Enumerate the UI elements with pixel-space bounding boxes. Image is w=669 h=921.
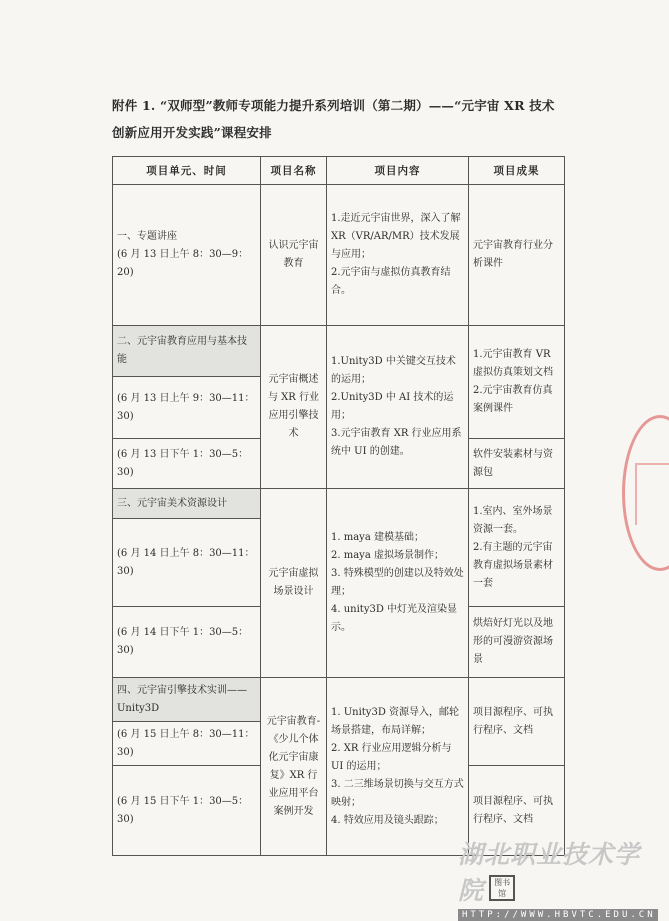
project-result xyxy=(469,489,565,607)
table-row xyxy=(113,489,565,519)
content-item: 2. XR 行业应用逻辑分析与 UI 的运用； xyxy=(331,742,452,772)
result-item: 项目源程序、可执行程序、文档 xyxy=(473,706,553,736)
project-result: 烘焙好灯光以及地形的可漫游资源场景 xyxy=(469,607,565,678)
project-content xyxy=(327,678,469,856)
project-result: 软件安装素材与资源包 xyxy=(469,439,565,489)
red-seal-stamp xyxy=(622,415,669,571)
unit-title: 四、元宇宙引擎技术实训——Unity3D xyxy=(113,678,261,722)
unit-cell xyxy=(113,185,261,326)
project-result xyxy=(469,326,565,439)
content-item: 3.元宇宙教育 XR 行业应用系统中 UI 的创建。 xyxy=(331,428,462,457)
project-content xyxy=(327,489,469,678)
table-row xyxy=(113,678,565,722)
project-content xyxy=(327,326,469,489)
project-content xyxy=(327,185,469,326)
content-item: 4. 特效应用及镜头跟踪； xyxy=(331,814,444,826)
project-result xyxy=(469,678,565,766)
header-project-result: 项目成果 xyxy=(469,157,565,185)
content-item: 3. 特殊模型的创建以及特效处理； xyxy=(331,568,464,597)
unit-time: (6 月 13 日上午 8：30—9：20) xyxy=(117,249,249,278)
watermark-url: HTTP://WWW.HBVTC.EDU.CN xyxy=(458,909,658,921)
unit-title: 三、元宇宙美术资源设计 xyxy=(113,489,261,519)
unit-time: (6 月 13 日上午 9：30—11：30) xyxy=(113,377,261,439)
project-name: 元宇宙虚拟场景设计 xyxy=(261,489,327,678)
unit-time: (6 月 14 日下午 1：30—5：30) xyxy=(113,607,261,678)
project-result xyxy=(469,185,565,326)
table-header-row xyxy=(113,157,565,185)
content-item: 2.元宇宙与虚拟仿真教育结合。 xyxy=(331,267,451,296)
header-project-name: 项目名称 xyxy=(261,157,327,185)
schedule-table xyxy=(112,156,565,856)
unit-title: 二、元宇宙教育应用与基本技能 xyxy=(113,326,261,377)
unit-title: 一、专题讲座 xyxy=(117,231,177,242)
content-item: 1. Unity3D 资源导入，邮轮场景搭建，布局详解； xyxy=(331,706,460,736)
result-item: 2.有主题的元宇宙教育虚拟场景素材一套 xyxy=(473,541,553,589)
table-row xyxy=(113,326,565,377)
result-item: 1.室内、室外场景资源一套。 xyxy=(473,505,553,535)
library-watermark xyxy=(458,835,658,921)
watermark-school-name: 湖北职业技术学院 xyxy=(458,840,641,905)
project-name: 元宇宙教育-《少儿个体化元宇宙康复》XR 行业应用平台案例开发 xyxy=(261,678,327,856)
result-item: 1.元宇宙教育 VR 虚拟仿真策划文档 xyxy=(473,349,553,378)
library-badge: 图书馆 xyxy=(489,875,515,901)
result-item: 元宇宙教育行业分析课件 xyxy=(473,240,553,269)
project-name: 认识元宇宙教育 xyxy=(261,185,327,326)
unit-time: (6 月 13 日下午 1：30—5：30) xyxy=(113,439,261,489)
header-unit-time: 项目单元、时间 xyxy=(113,157,261,185)
header-project-content: 项目内容 xyxy=(327,157,469,185)
unit-time: (6 月 15 日下午 1：30—5：30) xyxy=(113,766,261,856)
project-name: 元宇宙概述与 XR 行业应用引擎技术 xyxy=(261,326,327,489)
content-item: 2. maya 虚拟场景制作； xyxy=(331,550,444,561)
content-item: 1.Unity3D 中关键交互技术的运用； xyxy=(331,356,456,385)
page-title: 附件 1. “双师型”教师专项能力提升系列培训（第二期）——“元宇宙 XR 技术创新应用开发实践”课程安排 xyxy=(112,98,555,140)
project-result: 项目源程序、可执行程序、文档 xyxy=(469,766,565,856)
unit-time: (6 月 15 日上午 8：30—11：30) xyxy=(113,722,261,766)
content-item: 2.Unity3D 中 AI 技术的运用； xyxy=(331,392,454,421)
result-item: 2.元宇宙教育仿真案例课件 xyxy=(473,385,553,414)
content-item: 3. 二三维场景切换与交互方式映射； xyxy=(331,778,464,808)
content-item: 1. maya 建模基础； xyxy=(331,532,424,543)
table-row xyxy=(113,185,565,326)
content-item: 1.走近元宇宙世界，深入了解 XR（VR/AR/MR）技术发展与应用； xyxy=(331,213,461,260)
unit-time: (6 月 14 日上午 8：30—11：30) xyxy=(113,519,261,607)
content-item: 4. unity3D 中灯光及渲染显示。 xyxy=(331,604,458,633)
